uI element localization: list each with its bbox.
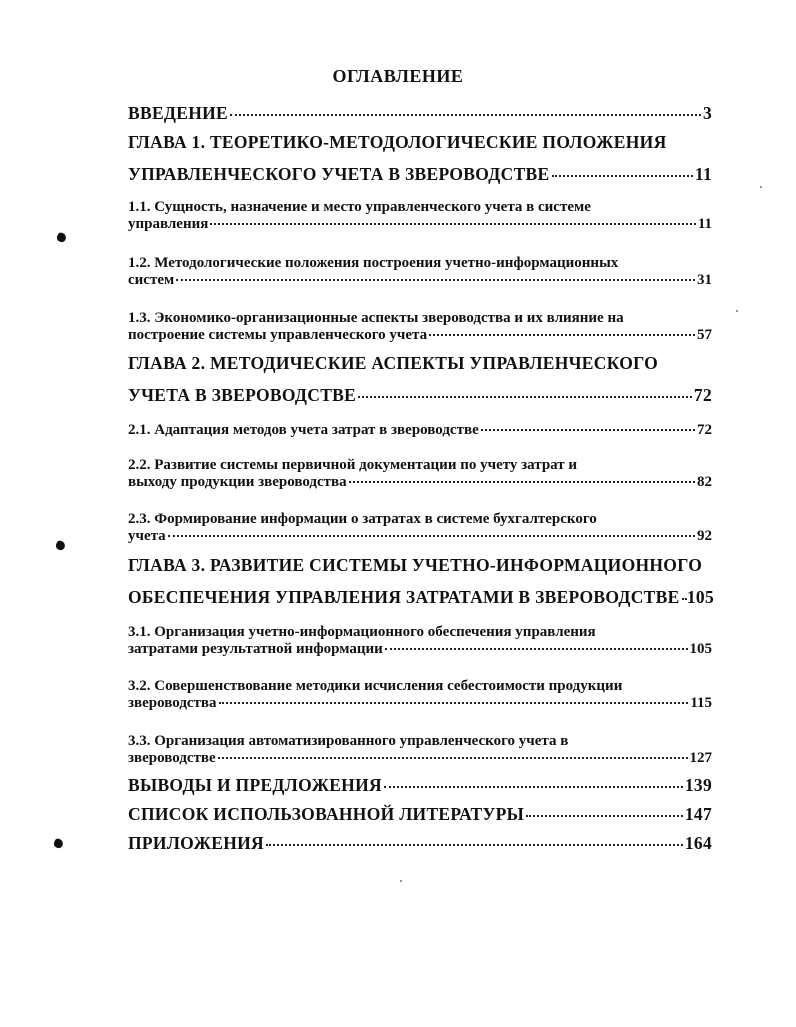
toc-page-number: 105 [689,641,712,657]
toc-page-number: 57 [697,327,712,343]
toc-entry-label-continued: звероводстве [128,750,216,766]
toc-entry-references [128,804,712,825]
toc-page-number: 115 [690,695,712,711]
toc-entry-label-continued: УЧЕТА В ЗВЕРОВОДСТВЕ [128,385,357,405]
binding-hole-mark [53,838,65,850]
toc-page-number: 105 [686,587,714,607]
page-title: ОГЛАВЛЕНИЕ [332,66,464,86]
toc-entry-chapter-2 [128,353,712,406]
toc-page-number: 72 [697,422,712,438]
toc-entry-label-continued: затратами результатной информации [128,641,383,657]
toc-entry-label-continued: выходу продукции звероводства [128,474,347,490]
toc-entry-label: 1.1. Сущность, назначение и место управленческого учета в системе [128,199,591,215]
toc-entry-label: ВЫВОДЫ И ПРЕДЛОЖЕНИЯ [128,775,382,795]
dot-leader [526,815,683,817]
toc-entry-section-1-2 [128,255,712,289]
toc-page-number: 164 [684,833,712,853]
binding-hole-mark [56,232,68,244]
dot-leader [384,786,683,788]
toc-entry-label-continued: построение системы управленческого учета [128,327,428,343]
toc-entry-label: ВВЕДЕНИЕ [128,103,229,123]
dot-leader [349,481,695,483]
dot-leader [682,598,685,600]
toc-page-number: 3 [702,103,712,123]
dot-leader [552,175,693,177]
dot-leader [176,279,695,281]
dot-leader [210,223,695,225]
toc-entry-section-2-1 [128,422,712,439]
scan-speck [736,310,738,312]
toc-entry-appendices [128,833,712,854]
scan-speck [760,186,762,188]
dot-leader [429,334,695,336]
dot-leader [218,757,688,759]
toc-entry-label: 3.1. Организация учетно-информационного обеспечения управления [128,624,596,640]
toc-page-number: 139 [684,775,712,795]
dot-leader [358,396,692,398]
toc-entry-label: 1.3. Экономико-организационные аспекты звероводства и их влияние на [128,310,624,326]
dot-leader [385,648,688,650]
dot-leader [230,114,701,116]
toc-entry-label: 2.1. Адаптация методов учета затрат в звероводстве [128,422,479,438]
scan-speck [400,880,402,882]
toc-entry-label-continued: ОБЕСПЕЧЕНИЯ УПРАВЛЕНИЯ ЗАТРАТАМИ В ЗВЕРОВОДСТВЕ [128,587,680,607]
toc-entry-section-3-3 [128,733,712,767]
binding-hole-mark [55,540,67,552]
toc-entry-label: 3.2. Совершенствование методики исчисления себестоимости продукции [128,678,623,694]
toc-entry-label-continued: систем [128,272,175,288]
toc-entry-section-2-3 [128,511,712,545]
toc-page-number: 82 [697,474,712,490]
toc-page-number: 72 [693,385,712,405]
toc-entry-introduction [128,103,712,124]
toc-entry-section-2-2 [128,457,712,491]
toc-entry-chapter-1 [128,132,712,185]
toc-entry-label: ПРИЛОЖЕНИЯ [128,833,264,853]
toc-entry-label-continued: звероводства [128,695,217,711]
toc-entry-label: СПИСОК ИСПОЛЬЗОВАННОЙ ЛИТЕРАТУРЫ [128,804,525,824]
toc-entry-label-continued: учета [128,528,166,544]
toc-entry-label-continued: управления [128,216,209,232]
toc-entry-label-continued: УПРАВЛЕНЧЕСКОГО УЧЕТА В ЗВЕРОВОДСТВЕ [128,164,550,184]
toc-entry-label: 1.2. Методологические положения построения учетно-информационных [128,255,619,271]
toc-entry-label: 3.3. Организация автоматизированного управленческого учета в [128,733,569,749]
toc-page-number: 11 [694,164,712,184]
toc-page-number: 92 [697,528,712,544]
toc-entry-label: ГЛАВА 2. МЕТОДИЧЕСКИЕ АСПЕКТЫ УПРАВЛЕНЧЕСКОГО [128,353,659,373]
toc-entry-conclusions [128,775,712,796]
toc-entry-section-3-1 [128,624,712,658]
dot-leader [266,844,683,846]
toc-entry-label: 2.3. Формирование информации о затратах в системе бухгалтерского [128,511,597,527]
toc-entry-label: ГЛАВА 1. ТЕОРЕТИКО-МЕТОДОЛОГИЧЕСКИЕ ПОЛОЖЕНИЯ [128,132,667,152]
toc-page-number: 147 [684,804,712,824]
toc-entry-label: ГЛАВА 3. РАЗВИТИЕ СИСТЕМЫ УЧЕТНО-ИНФОРМАЦИОННОГО [128,555,703,575]
toc-entry-label: 2.2. Развитие системы первичной документации по учету затрат и [128,457,578,473]
toc-page-number: 11 [697,216,712,232]
toc-page-number: 127 [689,750,712,766]
dot-leader [481,429,695,431]
toc-entry-section-3-2 [128,678,712,712]
dot-leader [219,702,689,704]
toc-entry-chapter-3 [128,555,714,608]
toc-page-number: 31 [697,272,712,288]
toc-entry-section-1-3 [128,310,712,344]
dot-leader [168,535,695,537]
toc-entry-section-1-1 [128,199,712,233]
